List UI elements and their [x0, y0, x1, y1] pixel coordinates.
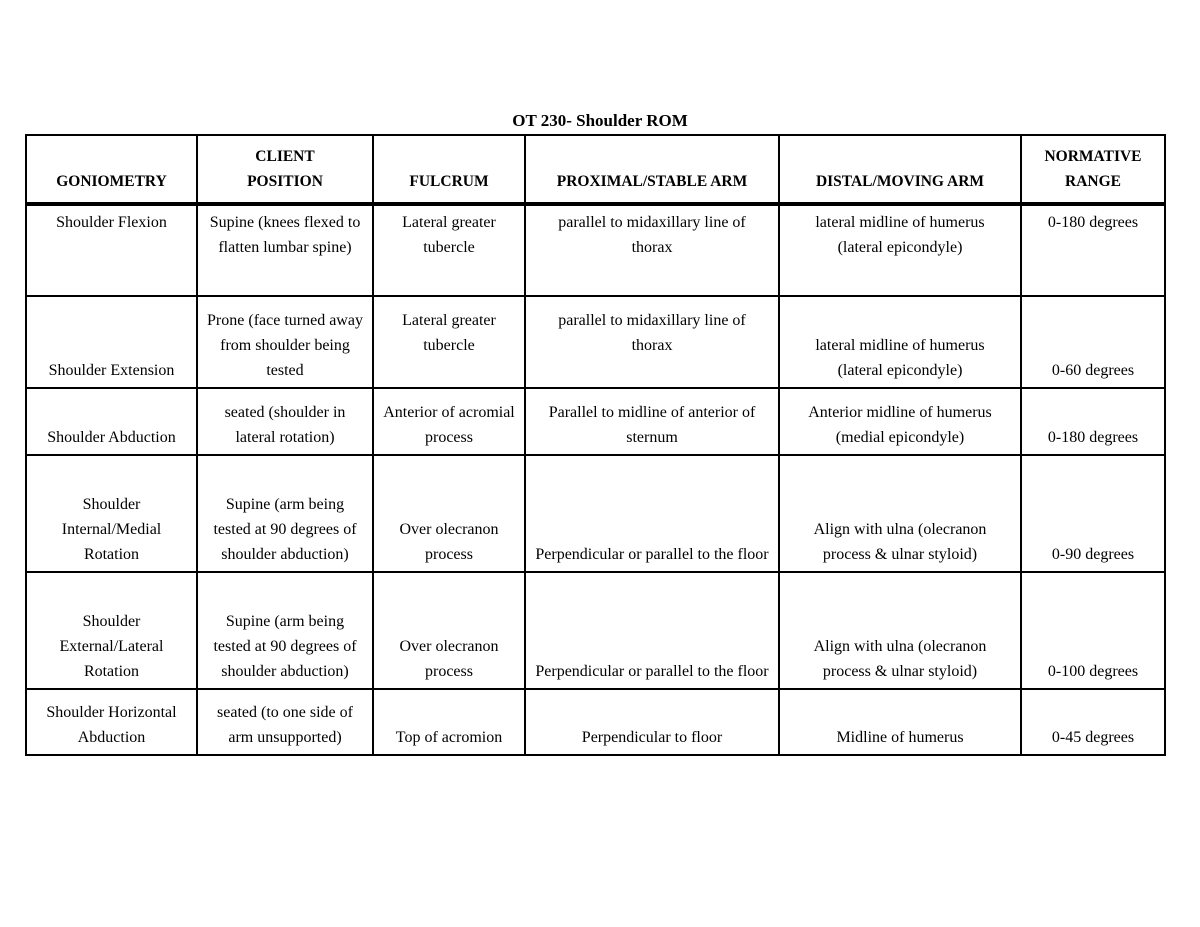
- cell-client-position: Prone (face turned away from shoulder being tested: [197, 296, 373, 388]
- cell-proximal-arm: Perpendicular to floor: [525, 689, 779, 755]
- cell-goniometry: Shoulder Abduction: [26, 388, 197, 455]
- cell-normative-range: 0-45 degrees: [1021, 689, 1165, 755]
- cell-normative-range: 0-90 degrees: [1021, 455, 1165, 572]
- cell-client-position: Supine (knees flexed to flatten lumbar spine): [197, 204, 373, 296]
- table-row: [26, 689, 1165, 755]
- header-fulcrum: FULCRUM: [373, 135, 525, 204]
- cell-fulcrum: Over olecranon process: [373, 572, 525, 689]
- cell-proximal-arm: Perpendicular or parallel to the floor: [525, 572, 779, 689]
- cell-client-position: Supine (arm being tested at 90 degrees of shoulder abduction): [197, 455, 373, 572]
- cell-normative-range: 0-100 degrees: [1021, 572, 1165, 689]
- header-row: [26, 135, 1165, 204]
- cell-goniometry: Shoulder External/Lateral Rotation: [26, 572, 197, 689]
- cell-fulcrum: Over olecranon process: [373, 455, 525, 572]
- cell-fulcrum: Lateral greater tubercle: [373, 204, 525, 296]
- cell-client-position: seated (shoulder in lateral rotation): [197, 388, 373, 455]
- cell-normative-range: 0-180 degrees: [1021, 388, 1165, 455]
- header-normative-range: NORMATIVE RANGE: [1021, 135, 1165, 204]
- cell-fulcrum: Anterior of acromial process: [373, 388, 525, 455]
- cell-distal-arm: Midline of humerus: [779, 689, 1021, 755]
- cell-client-position: Supine (arm being tested at 90 degrees of shoulder abduction): [197, 572, 373, 689]
- cell-distal-arm: Align with ulna (olecranon process & ulnar styloid): [779, 455, 1021, 572]
- cell-distal-arm: Anterior midline of humerus (medial epicondyle): [779, 388, 1021, 455]
- cell-normative-range: 0-60 degrees: [1021, 296, 1165, 388]
- cell-proximal-arm: Perpendicular or parallel to the floor: [525, 455, 779, 572]
- cell-proximal-arm: parallel to midaxillary line of thorax: [525, 204, 779, 296]
- header-distal-arm: DISTAL/MOVING ARM: [779, 135, 1021, 204]
- table-row: [26, 572, 1165, 689]
- document-title: OT 230- Shoulder ROM: [512, 111, 688, 130]
- table-row: [26, 388, 1165, 455]
- cell-distal-arm: Align with ulna (olecranon process & ulnar styloid): [779, 572, 1021, 689]
- header-proximal-arm: PROXIMAL/STABLE ARM: [525, 135, 779, 204]
- table-row: [26, 204, 1165, 296]
- table-row: [26, 296, 1165, 388]
- cell-fulcrum: Lateral greater tubercle: [373, 296, 525, 388]
- cell-distal-arm: lateral midline of humerus (lateral epicondyle): [779, 204, 1021, 296]
- cell-client-position: seated (to one side of arm unsupported): [197, 689, 373, 755]
- cell-goniometry: Shoulder Extension: [26, 296, 197, 388]
- cell-fulcrum: Top of acromion: [373, 689, 525, 755]
- header-goniometry: GONIOMETRY: [26, 135, 197, 204]
- cell-proximal-arm: Parallel to midline of anterior of sternum: [525, 388, 779, 455]
- cell-goniometry: Shoulder Horizontal Abduction: [26, 689, 197, 755]
- cell-distal-arm: lateral midline of humerus (lateral epicondyle): [779, 296, 1021, 388]
- cell-goniometry: Shoulder Internal/Medial Rotation: [26, 455, 197, 572]
- header-client-position: CLIENT POSITION: [197, 135, 373, 204]
- cell-normative-range: 0-180 degrees: [1021, 204, 1165, 296]
- cell-goniometry: Shoulder Flexion: [26, 204, 197, 296]
- table-row: [26, 455, 1165, 572]
- cell-proximal-arm: parallel to midaxillary line of thorax: [525, 296, 779, 388]
- shoulder-rom-table: [25, 134, 1166, 756]
